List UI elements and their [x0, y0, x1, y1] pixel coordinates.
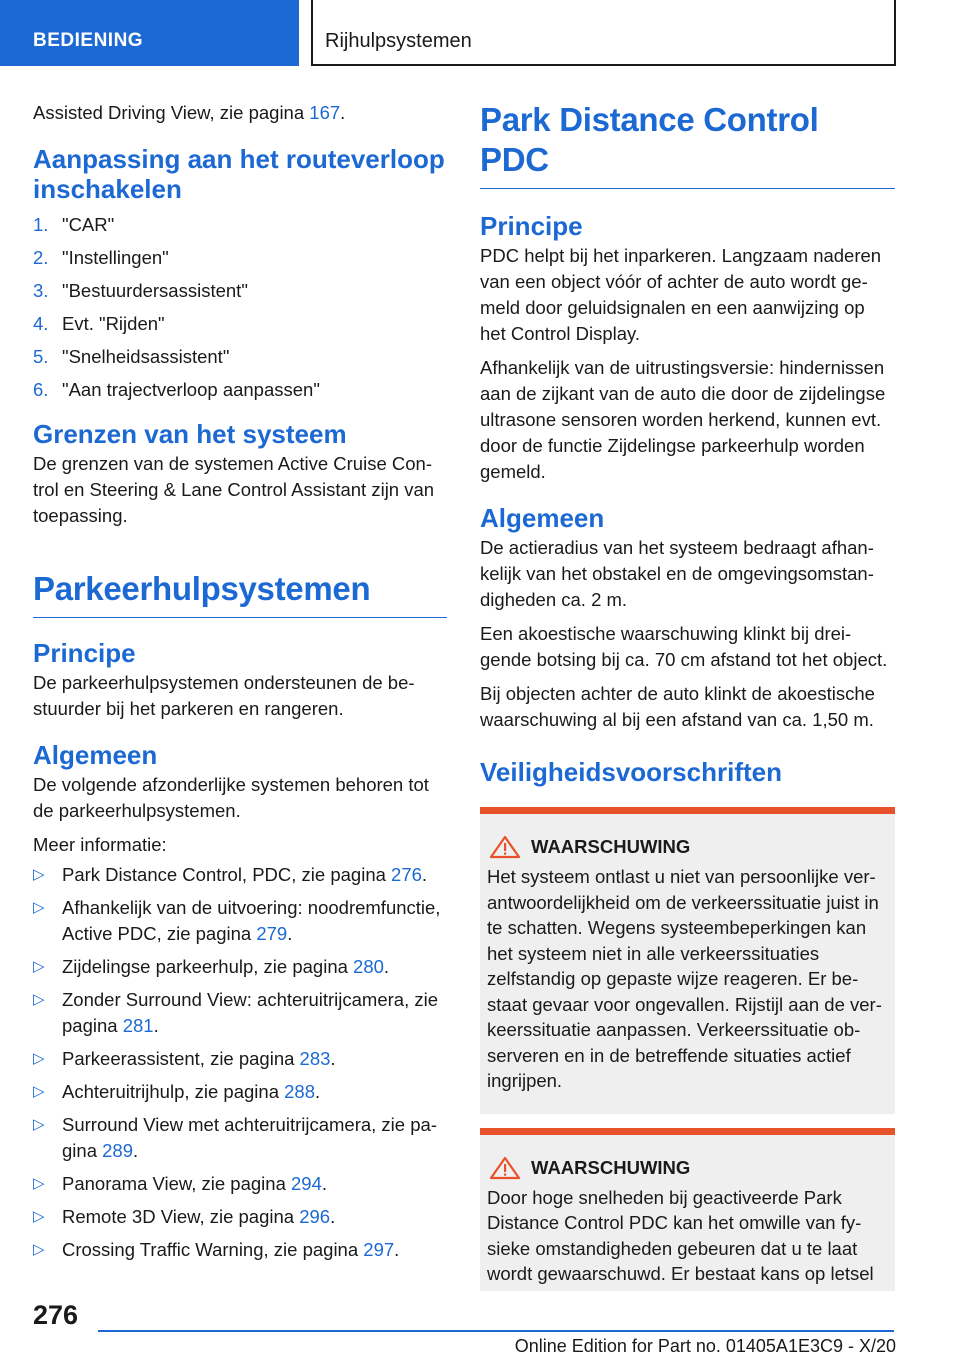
- intro-end: .: [340, 102, 346, 123]
- route-heading: Aanpassing aan het routeverloop inschakelen: [33, 144, 445, 204]
- reference-period: .: [153, 1015, 159, 1036]
- pdc-principe-text-1: PDC helpt bij het inparkeren. Langzaam naderen van een object vóór of achter de auto wordt gemeld door geluidsignalen en een aanwijzing op het Control Display.: [480, 245, 882, 344]
- left-column: [33, 100, 447, 1270]
- reference-label: Zijdelingse parkeerhulp, zie pagina: [62, 956, 354, 977]
- reference-item: [33, 954, 447, 980]
- page-link[interactable]: 289: [102, 1140, 133, 1161]
- warning-label: WAARSCHUWING: [531, 1156, 691, 1178]
- step-text: "Snelheidsassistent": [62, 346, 230, 367]
- reference-label: Achteruitrijhulp, zie pagina: [62, 1081, 285, 1102]
- reference-item: [33, 1204, 447, 1230]
- meer-info: Meer informatie:: [33, 834, 167, 855]
- page-link[interactable]: 281: [122, 1015, 154, 1036]
- right-column: [480, 100, 895, 1305]
- page-header: [0, 0, 960, 66]
- step-number: 4.: [33, 313, 49, 334]
- triangle-right-outline-icon: ▷: [33, 1050, 45, 1067]
- page-link[interactable]: 280: [353, 956, 384, 977]
- reference-period: .: [421, 864, 428, 885]
- limits-text: De grenzen van de systemen Active Cruise Control en Steering & Lane Control Assistant zijn van toepassing.: [33, 453, 435, 526]
- reference-text: [62, 1079, 320, 1105]
- step-text: "Instellingen": [62, 247, 169, 268]
- triangle-right-outline-icon: ▷: [33, 866, 45, 883]
- intro-text: Assisted Driving View, zie pagina: [33, 102, 310, 123]
- pdc-algemeen-text-2: Een akoestische waarschuwing klinkt bij dreigende botsing bij ca. 70 cm afstand tot het object.: [480, 623, 888, 670]
- warning-label: WAARSCHUWING: [531, 836, 691, 857]
- reference-item: [33, 895, 447, 947]
- safety-heading: Veiligheidsvoorschriften: [480, 757, 782, 787]
- reference-period: .: [330, 1206, 336, 1227]
- page-link[interactable]: 288: [284, 1081, 316, 1102]
- warning-box: [480, 807, 895, 1114]
- reference-text: [62, 862, 427, 888]
- park-title: Parkeerhulpsystemen: [33, 569, 447, 618]
- reference-period: .: [394, 1239, 400, 1260]
- reference-text: [62, 1112, 447, 1164]
- page-link[interactable]: 297: [363, 1239, 395, 1260]
- page-link[interactable]: 296: [299, 1206, 331, 1227]
- step-item: [33, 245, 447, 271]
- triangle-right-outline-icon: ▷: [33, 958, 45, 975]
- page-number: 276: [33, 1300, 79, 1330]
- step-item: [33, 212, 447, 238]
- triangle-right-outline-icon: ▷: [33, 991, 45, 1008]
- step-text: "Aan trajectverloop aanpassen": [62, 379, 320, 400]
- page-link[interactable]: 167: [309, 102, 341, 123]
- reference-text: [62, 954, 389, 980]
- reference-period: .: [330, 1048, 336, 1069]
- reference-label: Park Distance Control, PDC, zie pagina: [62, 864, 392, 885]
- steps-list: [33, 212, 447, 403]
- warning-header: [487, 1155, 887, 1181]
- reference-period: .: [383, 956, 390, 977]
- reference-item: [33, 987, 447, 1039]
- reference-item: [33, 862, 447, 888]
- step-item: [33, 278, 447, 304]
- reference-period: .: [315, 1081, 321, 1102]
- triangle-right-outline-icon: ▷: [33, 1241, 45, 1258]
- triangle-right-outline-icon: ▷: [33, 1116, 45, 1133]
- reference-label: Panorama View, zie pagina: [62, 1173, 292, 1194]
- edition-text: Online Edition for Part no. 01405A1E3C9 - X/20: [514, 1336, 896, 1356]
- pdc-algemeen-text-3: Bij objecten achter de auto klinkt de akoestische waarschuwing al bij een afstand van ca. 1,50 m.: [480, 683, 875, 730]
- warning-triangle-icon: [487, 1156, 523, 1180]
- footer-divider: [98, 1330, 894, 1332]
- reference-item: [33, 1079, 447, 1105]
- reference-item: [33, 1171, 447, 1197]
- reference-text: [62, 1237, 399, 1263]
- reference-item: [33, 1237, 447, 1263]
- section-tab: BEDIENING: [0, 0, 299, 66]
- reference-item: [33, 1112, 447, 1164]
- step-number: 6.: [33, 379, 49, 400]
- step-number: 3.: [33, 280, 49, 301]
- principe-heading: Principe: [33, 638, 136, 668]
- reference-label: Remote 3D View, zie pagina: [62, 1206, 300, 1227]
- limits-heading: Grenzen van het systeem: [33, 419, 347, 449]
- reference-period: .: [287, 923, 293, 944]
- pdc-algemeen-heading: Algemeen: [480, 503, 605, 533]
- warning-triangle-icon: [487, 835, 523, 859]
- reference-text: [62, 895, 447, 947]
- page-link[interactable]: 283: [299, 1048, 331, 1069]
- reference-label: Parkeerassistent, zie pagina: [62, 1048, 300, 1069]
- page-link[interactable]: 279: [256, 923, 288, 944]
- reference-period: .: [321, 1173, 328, 1194]
- pdc-principe-text-2: Afhankelijk van de uitrustingsversie: hindernissen aan de zijkant van de auto die door de zijdelingse ultrasone sensoren worden herkend, kunnen evt. door de functie Zijdelingse parkeerhulp worden gemeld.: [480, 357, 886, 482]
- principe-text: De parkeerhulpsystemen ondersteunen de bestuurder bij het parkeren en rangeren.: [33, 672, 415, 719]
- reference-text: [62, 1204, 335, 1230]
- page-link[interactable]: 294: [291, 1173, 322, 1194]
- step-item: [33, 311, 447, 337]
- pdc-title: Park Distance Control PDC: [480, 100, 895, 189]
- chapter-tab: Rijhulpsystemen: [311, 0, 896, 66]
- reference-text: [62, 1046, 336, 1072]
- step-number: 5.: [33, 346, 49, 367]
- reference-text: [62, 1171, 327, 1197]
- page-link[interactable]: 276: [391, 864, 422, 885]
- triangle-right-outline-icon: ▷: [33, 899, 45, 916]
- reference-list: [33, 862, 447, 1263]
- pdc-principe-heading: Principe: [480, 211, 583, 241]
- pdc-algemeen-text-1: De actieradius van het systeem bedraagt afhankelijk van het obstakel en de omgevingsomstandigheden ca. 2 m.: [480, 537, 874, 610]
- step-item: [33, 344, 447, 370]
- warning-text: Door hoge snelheden bij geactiveerde Park Distance Control PDC kan het omwille van fysieke omstandigheden gebeuren dat u te laat wordt gewaarschuwd. Er bestaat kans op letsel: [487, 1186, 874, 1284]
- algemeen-text: De volgende afzonderlijke systemen behoren tot de parkeerhulpsystemen.: [33, 774, 429, 821]
- algemeen-heading: Algemeen: [33, 740, 158, 770]
- reference-label: Zonder Surround View: achteruitrijcamera, zie pagina: [62, 989, 438, 1036]
- step-text: "Bestuurdersassistent": [62, 280, 248, 301]
- triangle-right-outline-icon: ▷: [33, 1083, 45, 1100]
- reference-label: Crossing Traffic Warning, zie pagina: [62, 1239, 364, 1260]
- reference-item: [33, 1046, 447, 1072]
- triangle-right-outline-icon: ▷: [33, 1208, 45, 1225]
- warning-box: [480, 1128, 895, 1291]
- warning-header: [487, 834, 887, 860]
- intro-paragraph: [33, 100, 447, 126]
- triangle-right-outline-icon: ▷: [33, 1175, 45, 1192]
- reference-period: .: [133, 1140, 139, 1161]
- reference-label: Surround View met achteruitrijcamera, zie pagina: [62, 1114, 437, 1161]
- step-text: "CAR": [62, 214, 115, 235]
- step-number: 2.: [33, 247, 49, 268]
- step-text: Evt. "Rijden": [62, 313, 165, 334]
- step-number: 1.: [33, 214, 49, 235]
- warning-text: Het systeem ontlast u niet van persoonlijke verantwoordelijkheid om de verkeerssituatie juist in te schatten. Wegens systeembeperkingen kan het systeem niet in alle verkeerssituaties zelfstandig op gepaste wijze reageren. Er bestaat gevaar voor ongevallen. Rijstijl aan de verkeerssituatie aanpassen. Verkeerssituatie observeren en in de betreffende situaties actief ingrijpen.: [487, 866, 882, 1091]
- step-item: [33, 377, 447, 403]
- reference-text: [62, 987, 447, 1039]
- reference-label: Afhankelijk van de uitvoering: noodremfunctie, Active PDC, zie pagina: [62, 897, 441, 944]
